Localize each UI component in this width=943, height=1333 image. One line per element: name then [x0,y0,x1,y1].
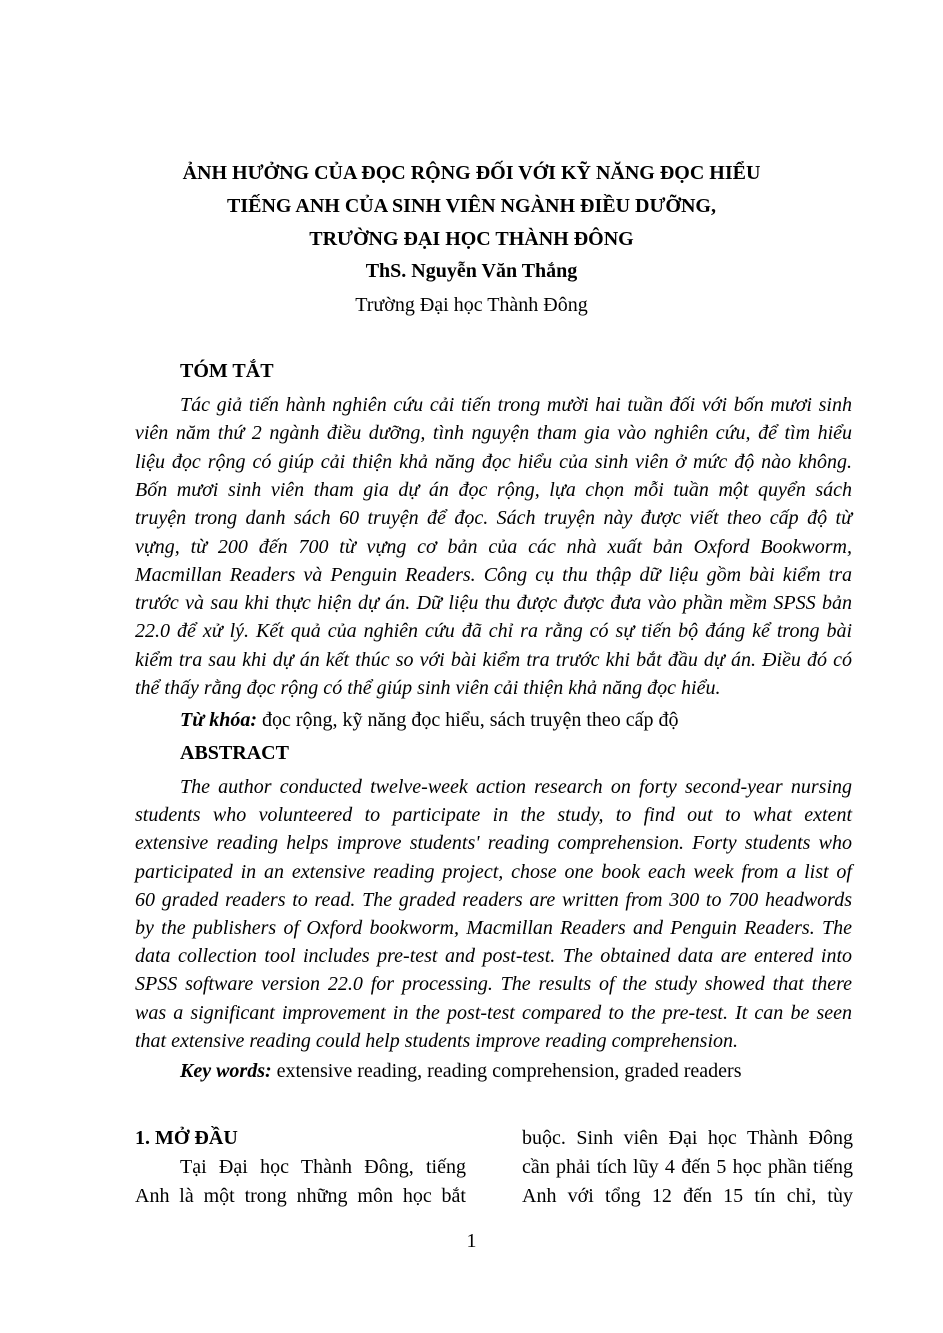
abstract-line: participated in an extensive reading project, chose one book each week from a list of [135,860,852,883]
author: ThS. Nguyễn Văn Thắng [365,260,578,282]
en-abstract-heading: ABSTRACT [180,742,289,764]
abstract-line: that extensive reading could help students improve reading comprehension. [135,1029,739,1052]
vn-keywords-text: đọc rộng, kỹ năng đọc hiểu, sách truyện theo cấp độ [256,709,679,731]
body-line: Tại Đại học Thành Đông, tiếng [180,1156,466,1178]
abstract-line: 22.0 để xử lý. Kết quả của nghiên cứu đã chỉ ra rằng có sự tiến bộ đáng kể trong bài [135,620,852,643]
abstract-line: trước và sau khi thực hiện dự án. Dữ liệu thu được được đưa vào phần mềm SPSS bản [135,592,852,615]
abstract-line: vựng, từ 200 đến 700 từ vựng cơ bản của các nhà xuất bản Oxford Bookworm, [135,535,852,558]
abstract-line: Macmillan Readers và Penguin Readers. Công cụ thu thập dữ liệu gồm bài kiểm tra [135,563,852,586]
vn-keywords [180,708,679,732]
en-keywords-label: Key words: [180,1060,272,1082]
abstract-line: truyện trong danh sách 60 truyện để đọc. Sách truyện này được viết theo cấp độ từ [135,507,852,530]
abstract-line: thể thấy rằng đọc rộng có thể giúp sinh viên cải thiện khả năng đọc hiểu. [135,677,721,699]
abstract-line: Bốn mươi sinh viên tham gia dự án đọc rộng, lựa chọn mỗi tuần một quyển sách [135,478,852,501]
vn-abstract-heading: TÓM TẮT [180,360,274,382]
abstract-line: liệu đọc rộng có giúp cải thiện khả năng đọc hiểu của sinh viên ở mức độ nào không. [135,450,852,473]
abstract-line: data collection tool includes pre-test and post-test. The obtained data are entered into [135,945,852,968]
title-line: TRƯỜNG ĐẠI HỌC THÀNH ĐÔNG [309,228,634,250]
abstract-line: SPSS software version 22.0 for processing. The results of the study showed that there [135,973,852,996]
body-line: Anh với tổng 12 đến 15 tín chỉ, tùy [522,1185,853,1207]
body-line: cần phải tích lũy 4 đến 5 học phần tiếng [522,1156,853,1178]
section-heading: 1. MỞ ĐẦU [135,1127,238,1149]
abstract-line: extensive reading helps improve students' reading comprehension. Forty students who [135,832,852,855]
abstract-line: viên năm thứ 2 ngành điều dưỡng, tình nguyện tham gia vào nghiên cứu, để tìm hiểu [135,422,852,445]
en-keywords [180,1059,741,1083]
affiliation: Trường Đại học Thành Đông [355,294,588,316]
abstract-line: The author conducted twelve-week action research on forty second-year nursing [180,776,852,798]
title-line: TIẾNG ANH CỦA SINH VIÊN NGÀNH ĐIỀU DƯỠNG, [227,195,716,217]
title-line: ẢNH HƯỞNG CỦA ĐỌC RỘNG ĐỐI VỚI KỸ NĂNG ĐỌC HIỂU [182,162,761,184]
abstract-line: was a significant improvement in the post-test compared to the pre-test. It can be seen [135,1001,852,1024]
body-line: buộc. Sinh viên Đại học Thành Đông [522,1127,853,1149]
body-line: Anh là một trong những môn học bắt [135,1185,466,1207]
abstract-line: kiểm tra sau khi dự án kết thúc so với bài kiểm tra trước khi bắt đầu dự án. Điều đó có [135,648,852,671]
page-number: 1 [466,1230,477,1252]
abstract-line: students who volunteered to participate in the study, to find out to what extent [135,804,852,827]
abstract-line: by the publishers of Oxford bookworm, Macmillan Readers and Penguin Readers. The [135,917,852,939]
abstract-line: 60 graded readers to read. The graded readers are written from 300 to 700 headwords [135,888,852,911]
vn-keywords-label: Từ khóa: [180,709,257,731]
en-keywords-text: extensive reading, reading comprehension, graded readers [271,1060,742,1082]
abstract-line: Tác giả tiến hành nghiên cứu cải tiến trong mười hai tuần đối với bốn mươi sinh [180,394,852,416]
